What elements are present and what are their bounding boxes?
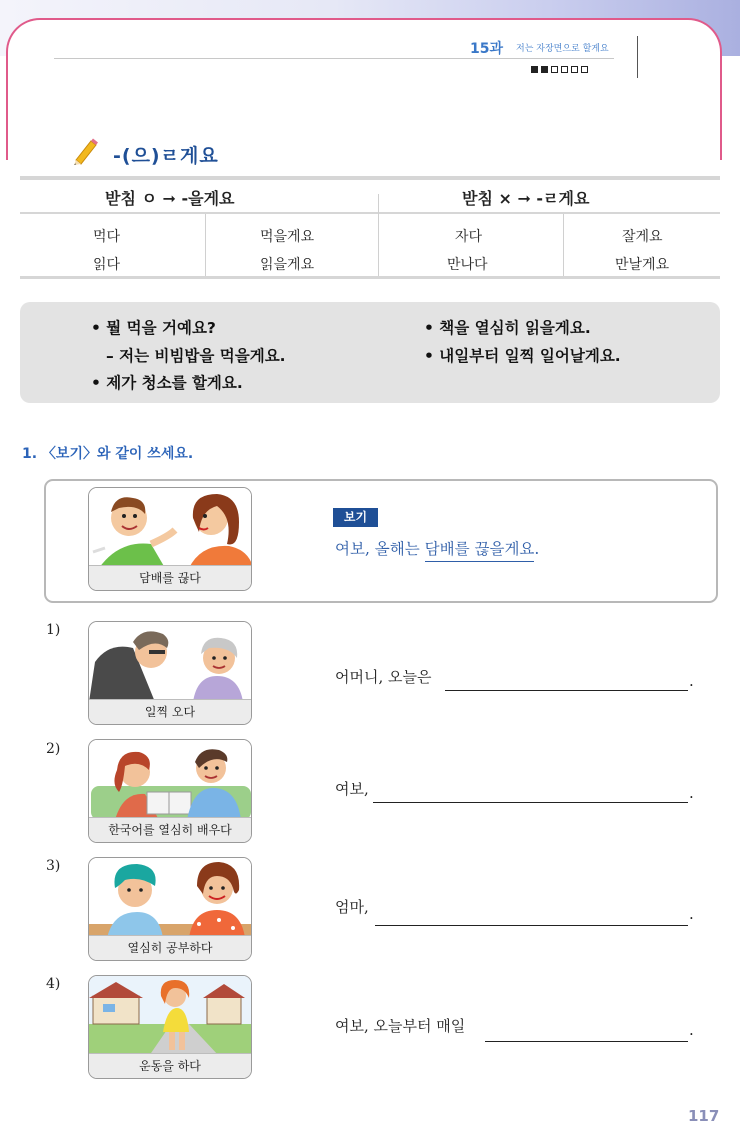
progress-square	[541, 66, 548, 73]
illustration-card	[88, 857, 252, 961]
page-frame	[6, 18, 722, 160]
item-number: 2)	[46, 741, 61, 757]
smoking-couple-illustration	[89, 488, 252, 568]
header-divider	[54, 58, 614, 59]
progress-square	[531, 66, 538, 73]
prompt-text: 어머니, 오늘은	[335, 668, 432, 686]
son-and-mother-illustration	[89, 622, 252, 702]
sentence-period: .	[689, 672, 694, 690]
progress-square	[561, 66, 568, 73]
table-header-left: 받침 ㅇ ➞ -을게요	[105, 189, 235, 208]
progress-square	[551, 66, 558, 73]
bogi-answer: 담배를 끊을게요	[425, 540, 535, 562]
illustration-card	[88, 975, 252, 1079]
table-cell: 잘게요	[622, 229, 663, 245]
header-vertical-rule	[637, 36, 638, 78]
item-number: 1)	[46, 622, 61, 638]
answer-blank[interactable]	[375, 925, 688, 926]
answer-blank[interactable]	[445, 690, 688, 691]
answer-blank[interactable]	[485, 1041, 688, 1042]
example-sentence: • 뭘 먹을 거예요?	[91, 319, 216, 337]
couple-reading-illustration	[89, 740, 252, 820]
example-sentence: • 제가 청소를 할게요.	[91, 374, 243, 392]
table-cell: 읽다	[93, 257, 121, 273]
card-caption: 운동을 하다	[89, 1053, 251, 1078]
table-bottom-border	[20, 276, 720, 279]
example-sentence: • 책을 열심히 읽을게요.	[424, 319, 591, 337]
bogi-sentence	[335, 537, 539, 559]
table-column-divider	[205, 214, 206, 276]
card-caption: 담배를 끊다	[89, 565, 251, 590]
table-top-border	[20, 176, 720, 180]
card-caption: 열심히 공부하다	[89, 935, 251, 960]
sentence-period: .	[689, 784, 694, 802]
lesson-number: 15과	[470, 41, 504, 57]
table-cell: 만나다	[447, 257, 488, 273]
table-cell: 읽을게요	[260, 257, 315, 273]
table-header-divider	[20, 212, 720, 214]
sentence-period: .	[689, 1021, 694, 1039]
example-sentence: – 저는 비빔밥을 먹을게요.	[106, 347, 286, 365]
illustration-card	[88, 487, 252, 591]
table-column-divider	[563, 214, 564, 276]
sentence-period: .	[689, 905, 694, 923]
bogi-prefix: 여보, 올해는	[335, 540, 425, 558]
progress-square	[571, 66, 578, 73]
item-number: 4)	[46, 976, 61, 992]
student-and-mother-illustration	[89, 858, 252, 938]
example-sentence: • 내일부터 일찍 일어날게요.	[424, 347, 621, 365]
sentence-period: .	[534, 540, 540, 558]
grammar-title: -(으)ㄹ게요	[113, 145, 219, 167]
progress-square	[581, 66, 588, 73]
table-center-divider	[378, 194, 379, 276]
illustration-card	[88, 621, 252, 725]
item-number: 3)	[46, 858, 61, 874]
table-cell: 만날게요	[615, 257, 670, 273]
lesson-progress	[531, 66, 588, 73]
woman-exercising-illustration	[89, 976, 252, 1056]
table-cell: 먹다	[93, 229, 121, 245]
prompt-text: 여보,	[335, 780, 369, 798]
page-number: 117	[688, 1107, 720, 1125]
prompt-text: 여보, 오늘부터 매일	[335, 1017, 466, 1035]
lesson-title: 저는 자장면으로 할게요	[516, 44, 609, 54]
card-caption: 일찍 오다	[89, 699, 251, 724]
table-header-right: 받침 × ➞ -ㄹ게요	[462, 189, 590, 208]
table-cell: 먹을게요	[260, 229, 315, 245]
table-cell: 자다	[455, 229, 483, 245]
answer-blank[interactable]	[373, 802, 688, 803]
card-caption: 한국어를 열심히 배우다	[89, 817, 251, 842]
exercise-heading: 1. 〈보기〉와 같이 쓰세요.	[22, 446, 194, 462]
bogi-label: 보기	[333, 508, 378, 527]
prompt-text: 엄마,	[335, 898, 369, 916]
illustration-card	[88, 739, 252, 843]
pencil-icon	[70, 136, 100, 166]
